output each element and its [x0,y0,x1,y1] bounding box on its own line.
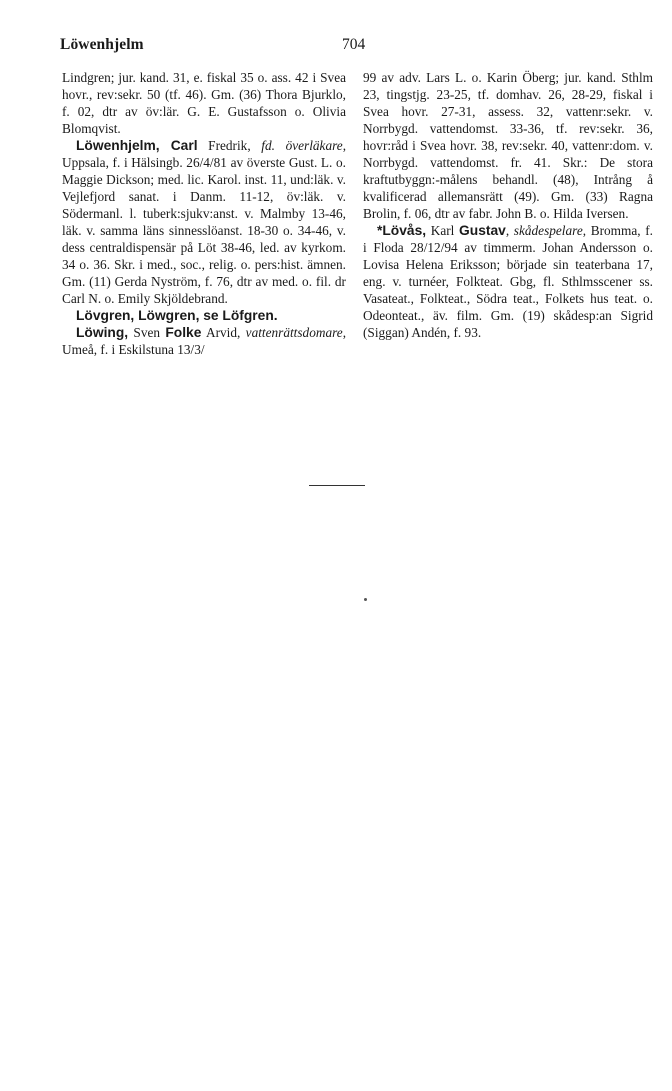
entry-lovgren-crossref [62,307,346,324]
entry-occupation: vattenrättsdomare [245,325,343,340]
entry-text: , Bromma, f. i Floda 28/12/94 av timmerm. Johan Andersson o. Lovisa Helena Eriksson; började sin teaterbana 17, eng. v. turnéer, Folkteat. Gbg, fl. Sthlmsscener ss. Vasateat., Folkteat., Södra teat., Folkets hus teat. o. Odeonteat., äv. film. Gm. (19) skådesp:an Sigrid (Siggan) Andén, f. 93. [363,223,653,340]
entry-crossref: Lövgren, Löwgren, se Löfgren. [76,308,278,323]
entry-text: 99 av adv. Lars L. o. Karin Öberg; jur. kand. Sthlm 23, tingstjg. 23-25, tf. domhav. 26, 28-29, fiskal i Svea hovr. 27-31, assess. 32, vattenr:sekr. v. Norrbygd. vattendomst. 33-36, tf. rev:sekr. 36, hovr:råd i Svea hovr. 38, rev:sekr. 40, vattenr:dom. v. Norrbygd. vattendomst. fr. 41. Skr.: De stora kraftutbyggn:-målens behandl. (48), Intrång å kvalificerad allemansrätt (49). Gm. (33) Ragna Brolin, f. 06, dtr av fabr. John B. o. Hilda Iversen. [363,70,653,221]
page-number: 704 [342,36,366,53]
entry-given-name-bold: Gustav [459,223,506,238]
entry-given-name-bold: Folke [165,325,202,340]
entry-name: Löwenhjelm, Carl [76,138,198,153]
entry-given-names: Fredrik, [197,138,262,153]
entry-lowenhjelm-carl [62,137,346,307]
running-head-name: Löwenhjelm [60,36,144,53]
running-head [60,36,615,56]
section-divider-rule [309,485,365,486]
entry-given-names: Sven [128,325,166,340]
entry-text: Lindgren; jur. kand. 31, e. fiskal 35 o. ass. 42 i Svea hovr., rev:sekr. 50 (tf. 46). Gm. (36) Thora Bjurklo, f. 02, dtr av öv:lär. G. E. Gustafsson o. Olivia Blomqvist. [62,70,346,136]
printing-speck [364,598,367,601]
entry-text: , Uppsala, f. i Hälsingb. 26/4/81 av överste Gust. L. o. Maggie Dickson; med. lic. Karol. inst. 11, und:läk. v. Vejlefjord sanat. i Danm. 11-12, öv:läk. v. Södermanl. l. tuberk:sjukv:anst. v. Malmby 13-46, läk. v. samma läns sinnesslöanst. 18-30 o. 34-46, v. dess centraldispensär på Löt 38-46, led. av kyrkom. 34 o. 36. Skr. i med., soc., relig. o. pers:hist. ämnen. Gm. (11) Gerda Nyström, f. 76, dtr av med. o. fil. dr Carl N. o. Emily Skjöldebrand. [62,138,347,306]
entry-lovas-karl [363,222,653,341]
entry-lowing-sven [62,324,346,358]
entry-lindgren-continuation [62,69,346,137]
entry-name: Löwing, [76,325,129,340]
entry-given-names: Arvid, [201,325,246,340]
entry-occupation: skådespelare [513,223,583,238]
entry-occupation: fd. överläkare [261,138,343,153]
entry-name: *Lövås, [377,223,427,238]
entry-given-names: Karl [426,223,460,238]
entry-separator: , [505,223,514,238]
entry-text: , Umeå, f. i Eskilstuna 13/3/ [62,325,347,357]
left-column [62,69,346,358]
right-column [363,69,653,341]
entry-lowing-continuation [363,69,653,222]
